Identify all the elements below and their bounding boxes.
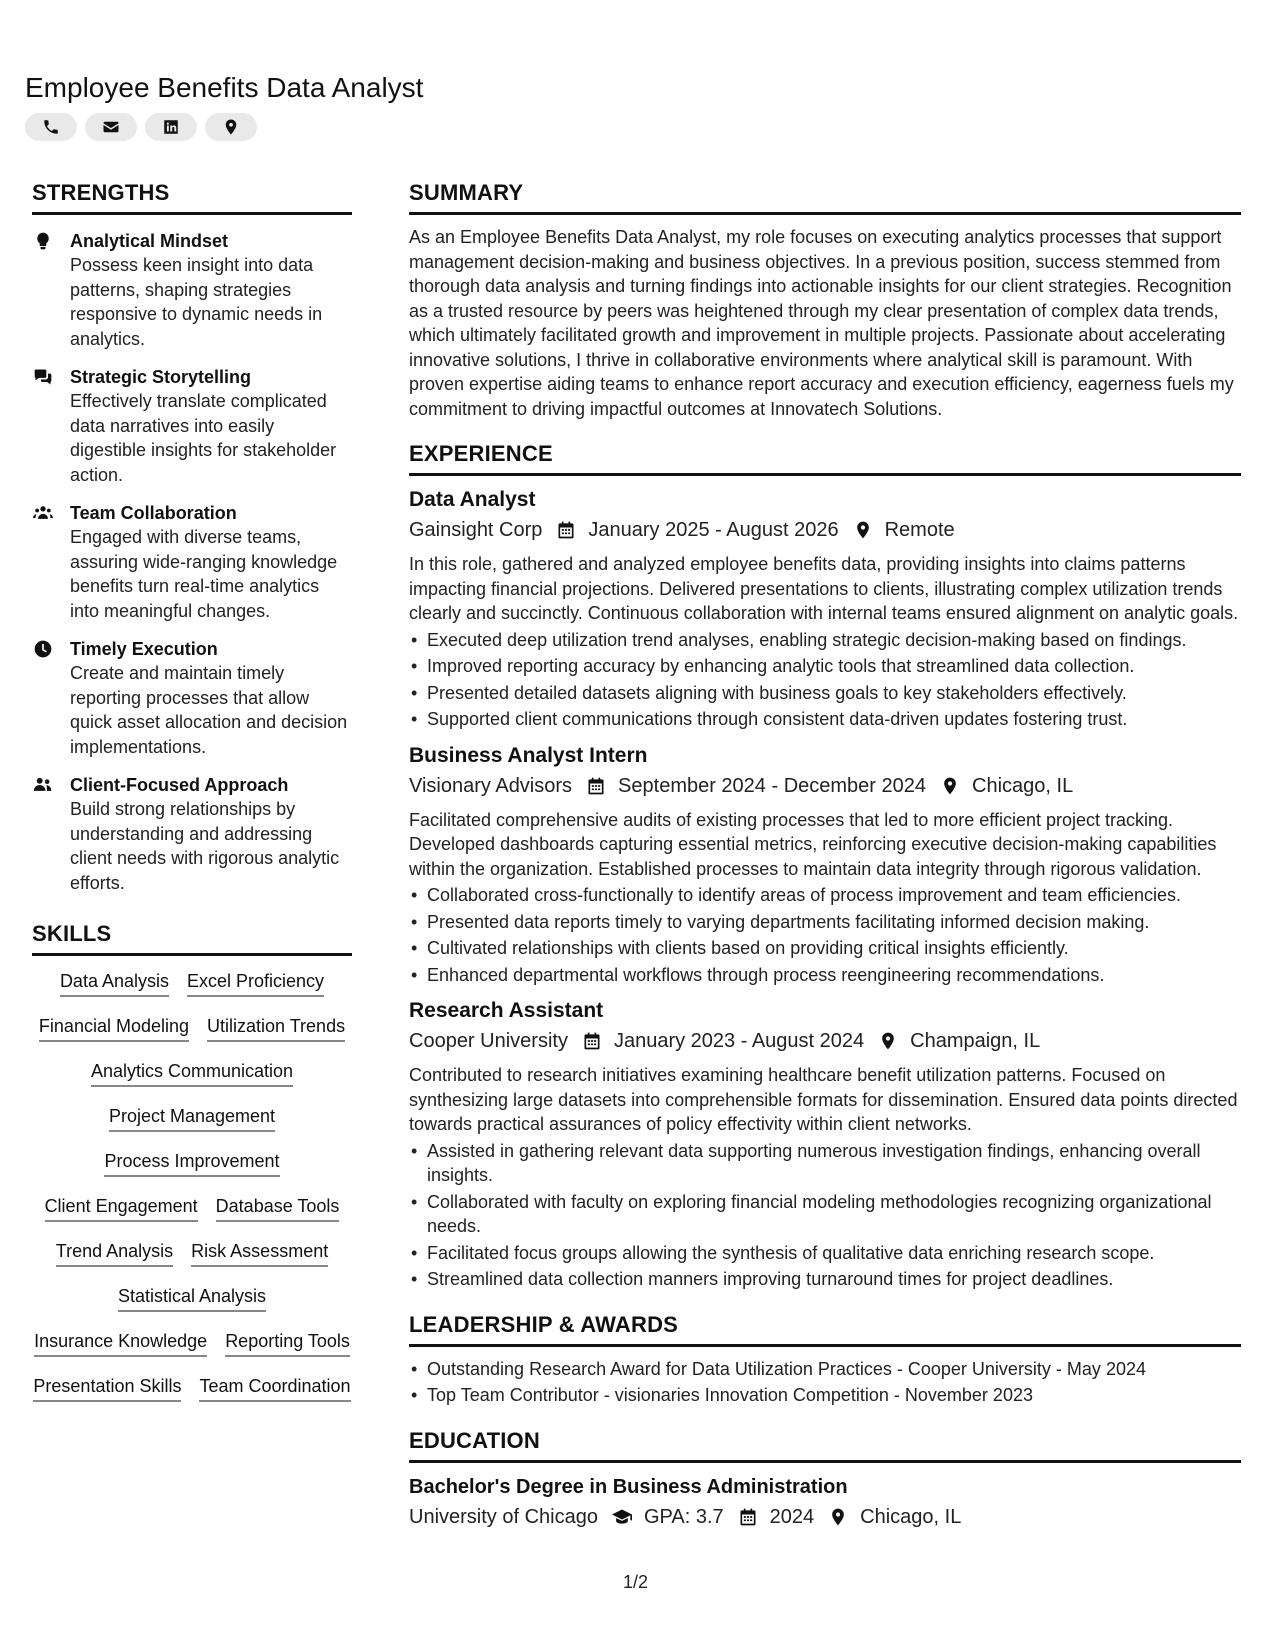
location-pin-icon <box>940 776 960 796</box>
strength-desc: Engaged with diverse teams, assuring wide-ranging knowledge benefits turn real-time analytics into meaningful changes. <box>70 527 338 621</box>
linkedin-button[interactable] <box>145 113 197 141</box>
right-column <box>409 180 1241 1531</box>
bullet-item: • Facilitated focus groups allowing the synthesis of qualitative data enriching research scope. <box>409 1241 1241 1266</box>
bullet-item: • Collaborated cross-functionally to identify areas of process improvement and team efficiencies. <box>409 883 1241 908</box>
job-bullets <box>409 628 1241 732</box>
awards-list <box>409 1357 1241 1408</box>
job-entry <box>409 486 1241 732</box>
strength-title: Analytical Mindset <box>70 231 229 251</box>
job-location: Chicago, IL <box>972 774 1074 797</box>
job-dates: September 2024 - December 2024 <box>618 774 927 797</box>
strength-item <box>32 637 352 759</box>
skill-tag: Analytics Communication <box>91 1058 293 1087</box>
award-item: • Top Team Contributor - visionaries Innovation Competition - November 2023 <box>409 1383 1241 1408</box>
job-entry <box>409 997 1241 1292</box>
envelope-icon <box>102 118 120 136</box>
strength-item <box>32 365 352 487</box>
bullet-item: • Streamlined data collection manners improving turnaround times for project deadlines. <box>409 1267 1241 1292</box>
strength-item <box>32 773 352 895</box>
strength-title: Team Collaboration <box>70 503 237 523</box>
job-title: Data Analyst <box>409 488 536 511</box>
bullet-item: • Presented data reports timely to varying departments facilitating informed decision making. <box>409 910 1241 935</box>
job-meta <box>409 1027 1241 1055</box>
company-name: Cooper University <box>409 1030 568 1052</box>
experience-heading: EXPERIENCE <box>409 441 1241 476</box>
job-title: Business Analyst Intern <box>409 743 648 767</box>
left-column <box>32 180 352 1402</box>
job-location: Remote <box>884 519 955 541</box>
strength-desc: Build strong relationships by understanding and addressing client needs with rigorous analytic efforts. <box>70 799 340 893</box>
users-icon <box>32 503 54 523</box>
gpa: GPA: 3.7 <box>643 1505 724 1528</box>
location-pin-icon <box>828 1507 848 1527</box>
strength-title: Strategic Storytelling <box>70 367 252 387</box>
school-name: University of Chicago <box>409 1505 598 1528</box>
job-description: In this role, gathered and analyzed employee benefits data, providing insights into claims patterns impacting financial projections. Delivered presentations to clients, illustrating complex utilization trends clearly and succinctly. Continuous collaboration with internal teams ensured alignment on analytic goals. <box>409 554 1239 623</box>
skills-list <box>32 968 352 1402</box>
strength-desc: Effectively translate complicated data narratives into easily digestible insights for stakeholder action. <box>70 391 337 485</box>
bullet-item: • Improved reporting accuracy by enhancing analytic tools that streamlined data collection. <box>409 654 1241 679</box>
graduation-cap-icon <box>612 1507 632 1527</box>
skill-tag: Excel Proficiency <box>187 968 324 997</box>
phone-icon <box>42 118 60 136</box>
skills-heading: SKILLS <box>32 921 352 956</box>
award-item: • Outstanding Research Award for Data Utilization Practices - Cooper University - May 2024 <box>409 1357 1241 1382</box>
job-bullets <box>409 883 1241 987</box>
bullet-item: • Enhanced departmental workflows through process reengineering recommendations. <box>409 963 1241 988</box>
job-meta <box>409 772 1241 800</box>
bullet-item: • Presented detailed datasets aligning with business goals to key stakeholders effectively. <box>409 681 1241 706</box>
skill-tag: Trend Analysis <box>56 1238 173 1267</box>
education-location: Chicago, IL <box>860 1505 962 1528</box>
comments-icon <box>32 367 54 387</box>
job-description: Facilitated comprehensive audits of existing processes that led to more efficient project tracking. Developed dashboards capturing essential metrics, reinforcing executive decision-making capabilities within the organization. Established processes to maintain data integrity through rigorous validation. <box>409 809 1217 879</box>
bullet-item: • Cultivated relationships with clients based on providing critical insights efficiently. <box>409 936 1241 961</box>
education-heading: EDUCATION <box>409 1428 1241 1463</box>
bullet-item: • Executed deep utilization trend analyses, enabling strategic decision-making based on findings. <box>409 628 1241 653</box>
job-bullets <box>409 1139 1241 1292</box>
degree-title: Bachelor's Degree in Business Administration <box>409 1475 848 1498</box>
location-pin-icon <box>853 520 873 540</box>
skill-tag: Reporting Tools <box>225 1328 350 1357</box>
skill-tag: Client Engagement <box>45 1193 198 1222</box>
user-group-icon <box>32 775 54 795</box>
skill-tag: Risk Assessment <box>191 1238 328 1267</box>
skill-tag: Statistical Analysis <box>118 1283 266 1312</box>
skill-tag: Team Coordination <box>199 1373 350 1402</box>
skill-tag: Data Analysis <box>60 968 169 997</box>
calendar-icon <box>586 776 606 796</box>
candidate-name: Employee Benefits Data Analyst <box>25 72 424 103</box>
job-dates: January 2025 - August 2026 <box>588 519 839 541</box>
summary-text: As an Employee Benefits Data Analyst, my role focuses on executing analytics processes that support management decision-making and business objectives. In a previous position, success stemmed from thorough data analysis and turning findings into actionable insights for our client strategies. Recognition as a trusted resource by peers was heightened through my clear presentation of complex data trends, which ultimately facilitated growth and improvement in multiple projects. Passionate about accelerating innovative solutions, I thrive in collaborative environments where analytical skill is paramount. With proven expertise aiding teams to enhance report accuracy and execution efficiency, eagerness fuels my commitment to driving impactful outcomes at Innovatech Solutions. <box>409 227 1234 419</box>
calendar-icon <box>582 1031 602 1051</box>
linkedin-icon <box>162 118 180 136</box>
summary-heading: SUMMARY <box>409 180 1241 215</box>
bullet-item: • Collaborated with faculty on exploring financial modeling methodologies recognizing organizational needs. <box>409 1190 1241 1239</box>
job-entry <box>409 742 1241 988</box>
graduation-year: 2024 <box>769 1505 815 1528</box>
strength-desc: Possess keen insight into data patterns, shaping strategies responsive to dynamic needs in analytics. <box>70 255 323 349</box>
location-pin-icon <box>878 1031 898 1051</box>
location-button[interactable] <box>205 113 257 141</box>
job-title: Research Assistant <box>409 999 604 1022</box>
page-indicator: 1/2 <box>623 1572 649 1592</box>
education-meta <box>409 1503 1241 1531</box>
strength-title: Client-Focused Approach <box>70 775 289 795</box>
strength-desc: Create and maintain timely reporting processes that allow quick asset allocation and decision implementations. <box>70 663 348 757</box>
contact-bar <box>25 113 257 141</box>
strength-title: Timely Execution <box>70 639 218 659</box>
calendar-icon <box>556 520 576 540</box>
skill-tag: Insurance Knowledge <box>34 1328 207 1357</box>
location-pin-icon <box>222 118 240 136</box>
skill-tag: Process Improvement <box>104 1148 279 1177</box>
skill-tag: Presentation Skills <box>33 1373 181 1402</box>
leadership-heading: LEADERSHIP & AWARDS <box>409 1312 1241 1347</box>
strengths-heading: STRENGTHS <box>32 180 352 215</box>
company-name: Visionary Advisors <box>409 774 573 797</box>
lightbulb-icon <box>32 231 54 251</box>
email-button[interactable] <box>85 113 137 141</box>
skill-tag: Utilization Trends <box>207 1013 345 1042</box>
strength-item <box>32 501 352 623</box>
job-dates: January 2023 - August 2024 <box>613 1030 865 1052</box>
job-location: Champaign, IL <box>910 1030 1041 1052</box>
strength-item <box>32 229 352 351</box>
job-description: Contributed to research initiatives examining healthcare benefit utilization patterns. Focused on synthesizing large datasets into comprehensible formats for dissemination. Ensured data points directed towards practical assurances of policy effectivity within client networks. <box>409 1065 1238 1134</box>
bullet-item: • Supported client communications through consistent data-driven updates fostering trust. <box>409 707 1241 732</box>
phone-button[interactable] <box>25 113 77 141</box>
skill-tag: Financial Modeling <box>39 1013 189 1042</box>
calendar-icon <box>738 1507 758 1527</box>
skill-tag: Database Tools <box>216 1193 340 1222</box>
skill-tag: Project Management <box>109 1103 275 1132</box>
job-meta <box>409 516 1241 544</box>
clock-icon <box>32 639 54 659</box>
bullet-item: • Assisted in gathering relevant data supporting numerous investigation findings, enhancing overall insights. <box>409 1139 1241 1188</box>
company-name: Gainsight Corp <box>409 519 543 541</box>
